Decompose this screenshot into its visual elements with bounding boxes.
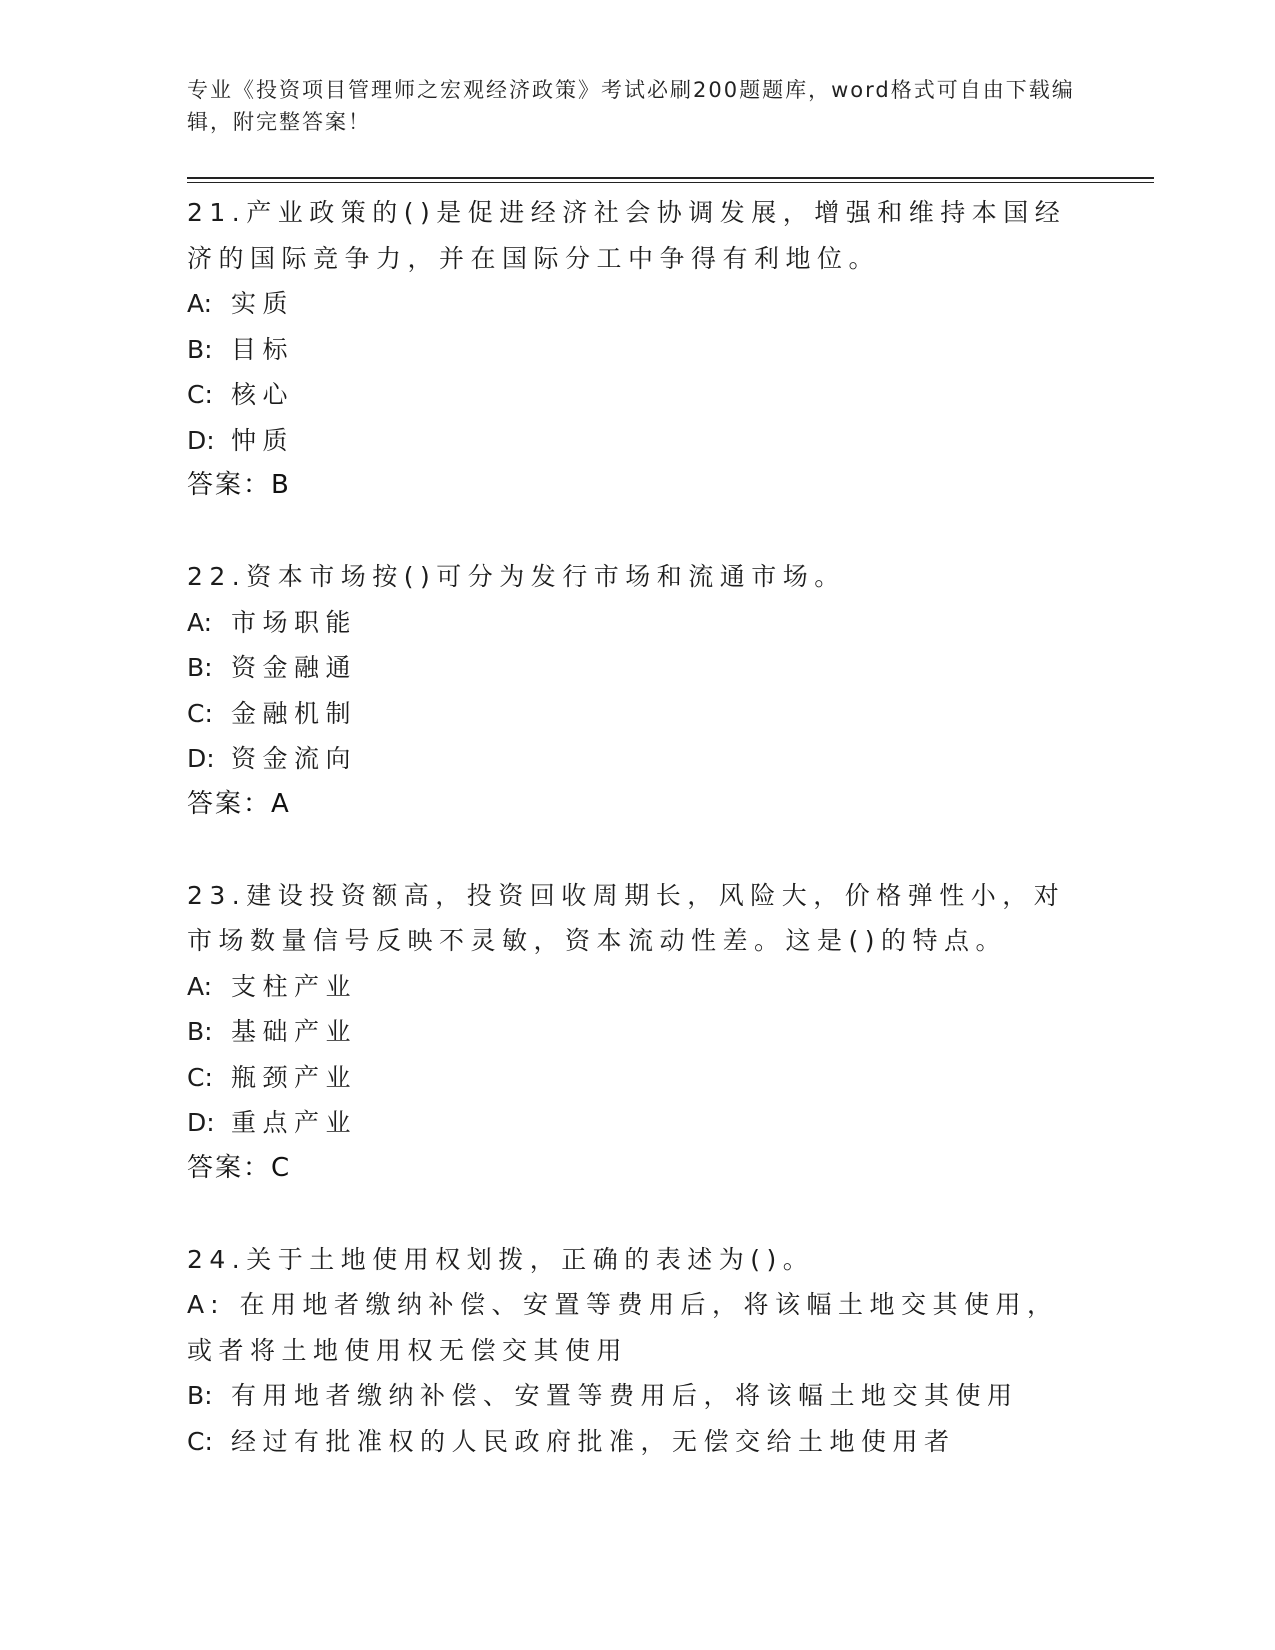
option-d — [187, 418, 1087, 464]
option-key: A: — [187, 1290, 226, 1319]
option-d — [187, 1100, 1087, 1146]
option-text: 瓶颈产业 — [231, 1062, 358, 1092]
option-b — [187, 1373, 1087, 1419]
option-text: 在用地者缴纳补偿、安置等费用后，将该幅土地交其使用，或者将土地使用权无偿交其使用 — [187, 1290, 1059, 1365]
option-c — [187, 372, 1087, 418]
option-a — [187, 964, 1087, 1010]
header-divider-thick — [187, 177, 1154, 179]
question-spacer — [187, 1191, 1087, 1237]
answer-label: 答案：A — [187, 788, 291, 819]
answer-label: 答案：C — [187, 1152, 292, 1183]
option-b — [187, 1009, 1087, 1055]
option-key: C: — [187, 380, 213, 409]
option-text: 忡质 — [231, 425, 295, 455]
option-key: A: — [187, 971, 213, 1001]
option-text: 有用地者缴纳补偿、安置等费用后，将该幅土地交其使用 — [231, 1381, 1019, 1410]
option-text: 市场职能 — [231, 607, 358, 637]
option-key: C: — [187, 1426, 213, 1456]
option-key: A: — [187, 289, 213, 318]
option-c — [187, 691, 1087, 737]
option-text: 重点产业 — [231, 1108, 358, 1137]
option-c — [187, 1055, 1087, 1101]
document-intro: 专业《投资项目管理师之宏观经济政策》考试必刷200题题库，word格式可自由下载编辑，附完整答案！ — [187, 78, 1075, 134]
option-text: 核心 — [231, 380, 295, 409]
question-23 — [187, 873, 1087, 1192]
option-key: B: — [187, 1017, 213, 1046]
option-key: B: — [187, 653, 213, 682]
question-22 — [187, 554, 1087, 827]
question-stem: 22.资本市场按()可分为发行市场和流通市场。 — [187, 562, 846, 591]
header-divider-thin — [187, 182, 1154, 183]
option-key: C: — [187, 1062, 213, 1092]
option-key: D: — [187, 744, 215, 773]
option-text: 金融机制 — [231, 698, 358, 728]
option-key: D: — [187, 425, 215, 455]
option-text: 资金流向 — [231, 744, 358, 773]
option-c — [187, 1419, 1087, 1465]
option-text: 基础产业 — [231, 1017, 358, 1046]
answer-label: 答案：B — [187, 470, 291, 500]
option-key: B: — [187, 334, 213, 364]
option-b — [187, 645, 1087, 691]
option-a — [187, 1282, 1087, 1373]
question-stem: 24.关于土地使用权划拨，正确的表述为()。 — [187, 1244, 815, 1274]
option-key: A: — [187, 607, 213, 637]
option-text: 经过有批准权的人民政府批准，无偿交给土地使用者 — [231, 1426, 956, 1456]
option-text: 资金融通 — [231, 653, 358, 682]
option-text: 目标 — [231, 334, 295, 364]
question-spacer — [187, 827, 1087, 873]
question-24 — [187, 1237, 1087, 1465]
question-spacer — [187, 509, 1087, 555]
option-key: B: — [187, 1381, 213, 1410]
option-key: C: — [187, 698, 213, 728]
question-stem: 21.产业政策的()是促进经济社会协调发展，增强和维持本国经济的国际竞争力，并在国际分工中争得有利地位。 — [187, 198, 1067, 273]
option-a — [187, 281, 1087, 327]
option-text: 支柱产业 — [231, 971, 358, 1001]
option-b — [187, 327, 1087, 373]
option-d — [187, 736, 1087, 782]
question-list — [187, 190, 1087, 1464]
question-stem: 23.建设投资额高，投资回收周期长，风险大，价格弹性小，对市场数量信号反映不灵敏，资本流动性差。这是()的特点。 — [187, 880, 1066, 955]
option-key: D: — [187, 1108, 215, 1137]
option-text: 实质 — [231, 289, 295, 318]
question-21 — [187, 190, 1087, 509]
option-a — [187, 600, 1087, 646]
